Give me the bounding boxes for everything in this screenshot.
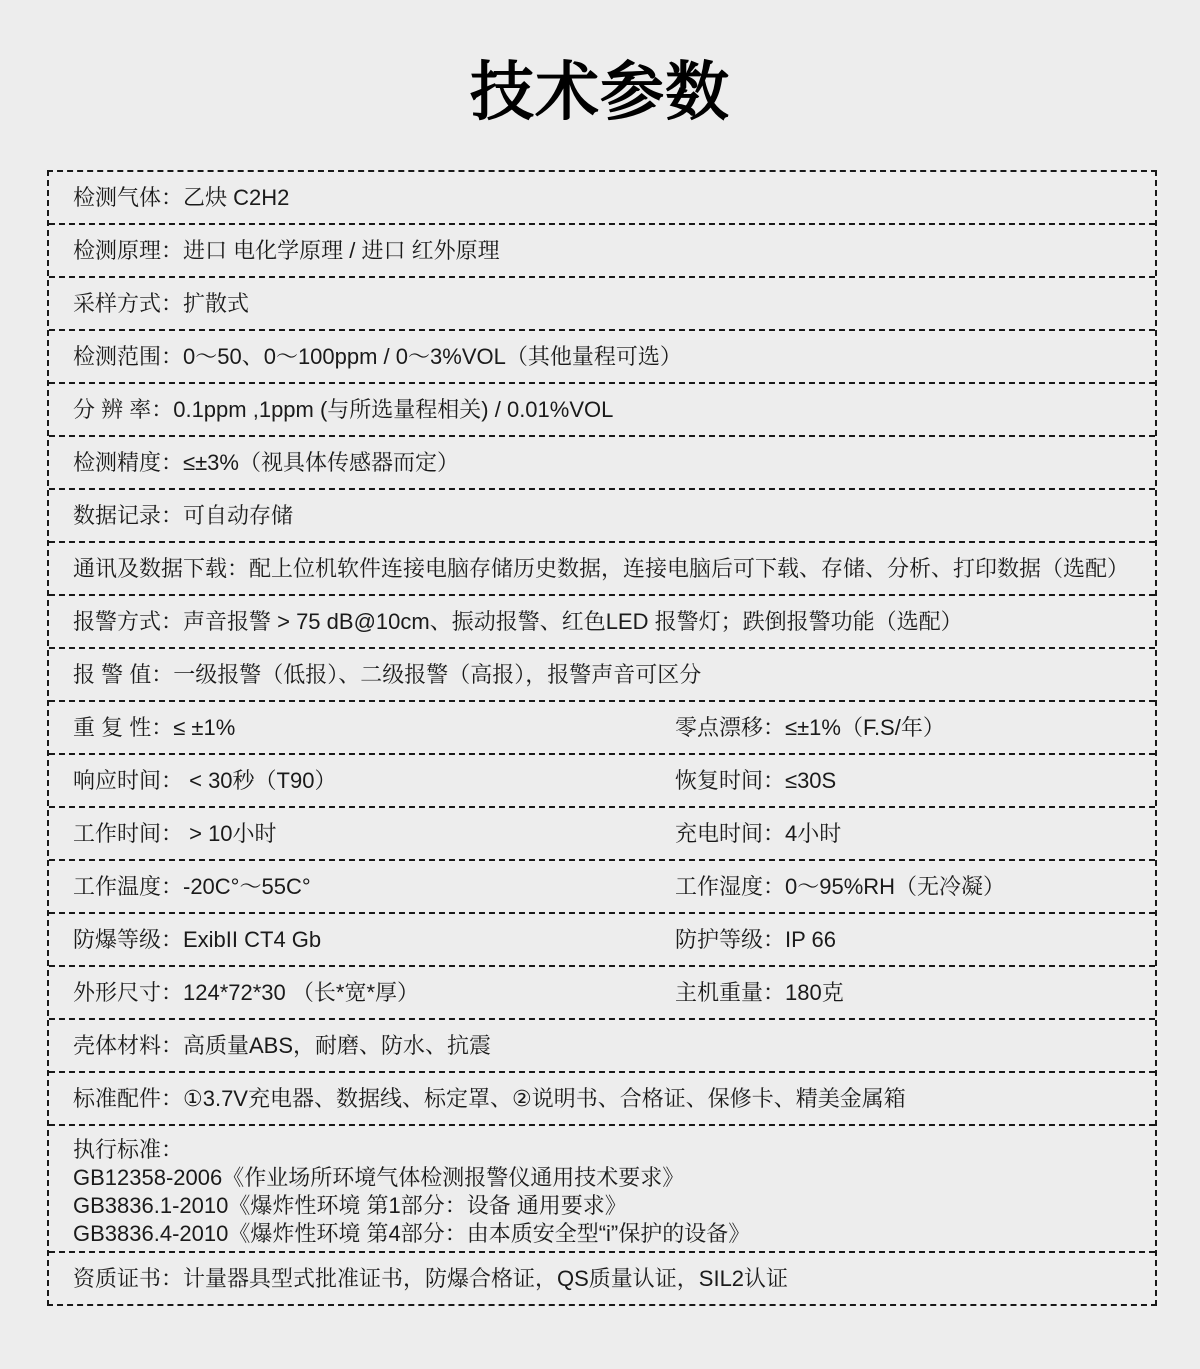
table-row — [49, 1018, 1155, 1071]
spec-cell: 报警方式：声音报警 > 75 dB@10cm、振动报警、红色LED 报警灯；跌倒报警功能（选配） — [73, 608, 963, 634]
spec-cell-right: 防护等级：IP 66 — [675, 926, 836, 952]
table-row — [49, 1124, 1155, 1251]
table-row — [49, 753, 1155, 806]
table-row — [49, 647, 1155, 700]
spec-cell-right: 零点漂移：≤±1%（F.S/年） — [675, 714, 945, 740]
spec-cell-left: 响应时间： < 30秒（T90） — [73, 767, 337, 793]
spec-cell: 标准配件：①3.7V充电器、数据线、标定罩、②说明书、合格证、保修卡、精美金属箱 — [73, 1085, 906, 1111]
table-row — [49, 700, 1155, 753]
table-row — [49, 806, 1155, 859]
spec-cell: 检测气体：乙炔 C2H2 — [73, 184, 290, 210]
table-row — [49, 276, 1155, 329]
table-row — [49, 1251, 1155, 1304]
table-row — [49, 435, 1155, 488]
page-title: 技术参数 — [470, 56, 730, 128]
spec-cell: 壳体材料：高质量ABS，耐磨、防水、抗震 — [73, 1032, 492, 1058]
spec-cell-left: 工作温度：-20C°～55C° — [73, 873, 311, 899]
spec-cell-right: 工作湿度：0～95%RH（无冷凝） — [675, 873, 1006, 899]
table-row — [49, 859, 1155, 912]
spec-cell-right: 主机重量：180克 — [675, 979, 844, 1005]
spec-cell: 数据记录：可自动存储 — [73, 502, 294, 528]
spec-cell: 检测精度：≤±3%（视具体传感器而定） — [73, 449, 459, 475]
spec-line: GB12358-2006《作业场所环境气体检测报警仪通用技术要求》 — [73, 1165, 685, 1190]
table-row — [49, 912, 1155, 965]
spec-cell: 检测原理：进口 电化学原理 / 进口 红外原理 — [73, 237, 500, 263]
spec-line: 执行标准： — [73, 1137, 184, 1162]
table-row — [49, 594, 1155, 647]
spec-table — [47, 170, 1157, 1306]
spec-cell-left: 工作时间： > 10小时 — [73, 820, 277, 846]
table-row — [49, 172, 1155, 223]
spec-cell-left: 外形尺寸：124*72*30 （长*宽*厚） — [73, 979, 420, 1005]
spec-cell: 资质证书：计量器具型式批准证书，防爆合格证，QS质量认证，SIL2认证 — [73, 1265, 789, 1291]
spec-cell: 检测范围：0～50、0～100ppm / 0～3%VOL（其他量程可选） — [73, 343, 682, 369]
spec-cell: 报 警 值：一级报警（低报）、二级报警（高报），报警声音可区分 — [73, 661, 702, 687]
spec-cell-left: 防爆等级：ExibII CT4 Gb — [73, 926, 322, 952]
table-row — [49, 1071, 1155, 1124]
spec-cell-right: 恢复时间：≤30S — [675, 767, 837, 793]
table-row — [49, 382, 1155, 435]
table-row — [49, 329, 1155, 382]
spec-line: GB3836.4-2010《爆炸性环境 第4部分：由本质安全型“i”保护的设备》 — [73, 1221, 751, 1246]
spec-cell: 分 辨 率：0.1ppm ,1ppm (与所选量程相关) / 0.01%VOL — [73, 396, 614, 422]
table-row — [49, 965, 1155, 1018]
spec-cell-right: 充电时间：4小时 — [675, 820, 842, 846]
spec-cell: 采样方式：扩散式 — [73, 290, 250, 316]
table-row — [49, 223, 1155, 276]
spec-cell-left: 重 复 性：≤ ±1% — [73, 714, 236, 740]
spec-cell: 通讯及数据下载：配上位机软件连接电脑存储历史数据，连接电脑后可下载、存储、分析、打印数据（选配） — [73, 555, 1130, 581]
table-row — [49, 488, 1155, 541]
table-row — [49, 541, 1155, 594]
spec-line: GB3836.1-2010《爆炸性环境 第1部分：设备 通用要求》 — [73, 1193, 627, 1218]
